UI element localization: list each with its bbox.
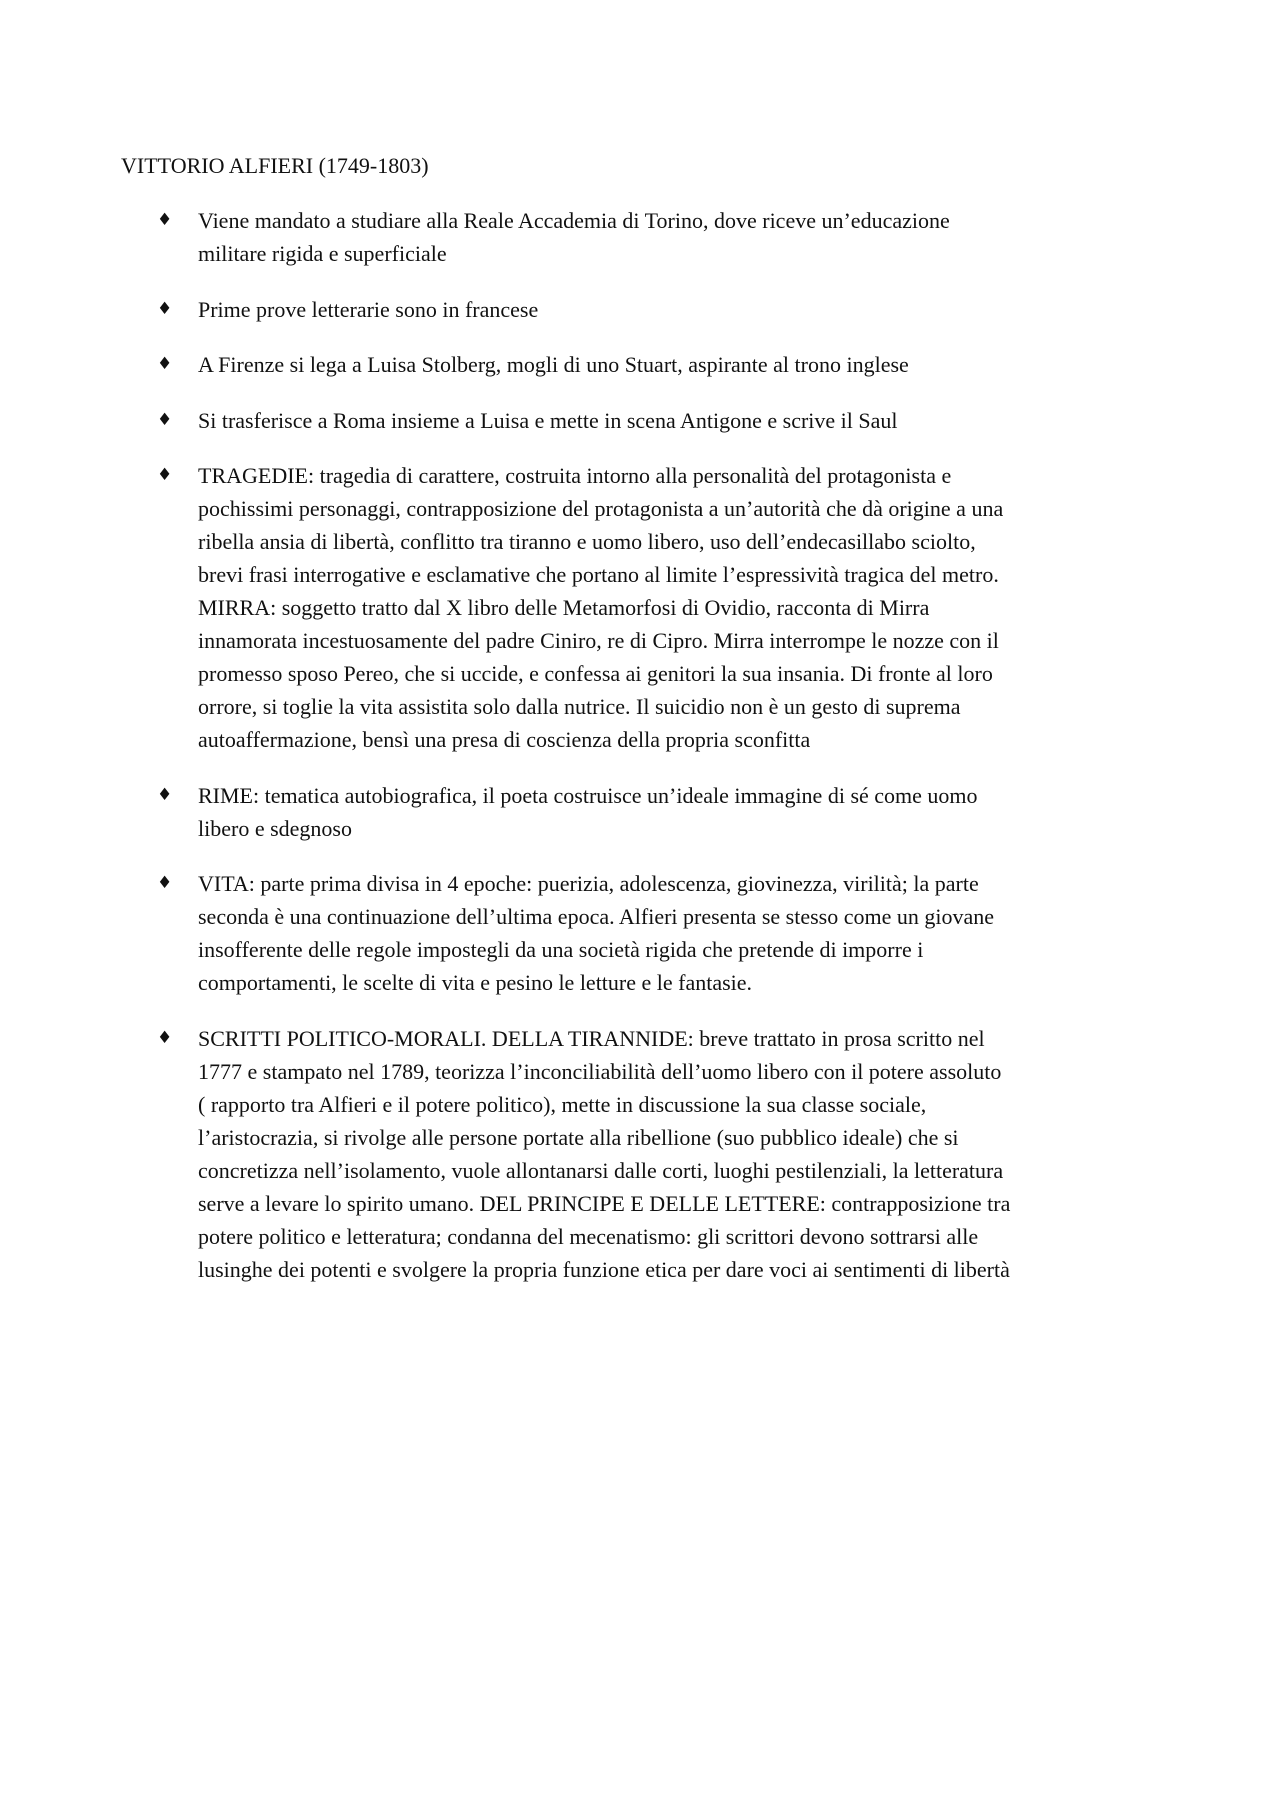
list-item-text: Prime prove letterarie sono in francese [198,296,539,322]
list-item [121,204,1171,270]
list-item-text: TRAGEDIE: tragedia di carattere, costruita intorno alla personalità del protagonista e pochissimi personaggi, contrapposizione del protagonista a un’autorità che dà origine a una ribella ansia di libertà, conflitto tra tiranno e uomo libero, uso dell’endecasillabo sciolto, brevi frasi interrogative e esclamative che portano al limite l’espressività tragica del metro. MIRRA: soggetto tratto dal X libro delle Metamorfosi di Ovidio, racconta di Mirra innamorata incestuosamente del padre Ciniro, re di Cipro. Mirra interrompe le nozze con il promesso sposo Pereo, che si uccide, e confessa ai genitori la sua insania. Di fronte al loro orrore, si toglie la vita assistita solo dalla nutrice. Il suicidio non è un gesto di suprema autoaffermazione, bensì una presa di coscienza della propria sconfitta [198,463,1004,752]
document-title: VITTORIO ALFIERI (1749-1803) [121,153,429,178]
list-item [121,867,1171,999]
diamond-bullet-icon: ♦ [157,465,173,485]
list-item [121,459,1171,756]
diamond-bullet-icon: ♦ [157,354,173,374]
list-item-text: RIME: tematica autobiografica, il poeta costruisce un’ideale immagine di sé come uomo libero e sdegnoso [198,782,978,841]
list-item-text: VITA: parte prima divisa in 4 epoche: puerizia, adolescenza, giovinezza, virilità; la parte seconda è una continuazione dell’ultima epoca. Alfieri presenta se stesso come un giovane insofferente delle regole impostegli da una società rigida che pretende di imporre i comportamenti, le scelte di vita e pesino le letture e le fantasie. [198,871,994,995]
list-item-text: SCRITTI POLITICO-MORALI. DELLA TIRANNIDE: breve trattato in prosa scritto nel 1777 e stampato nel 1789, teorizza l’inconciliabilità dell’uomo libero con il potere assoluto ( rapporto tra Alfieri e il potere politico), mette in discussione la sua classe sociale, l’aristocrazia, si rivolge alle persone portate alla ribellione (suo pubblico ideale) che si concretizza nell’isolamento, vuole allontanarsi dalle corti, luoghi pestilenziali, la letteratura serve a levare lo spirito umano. DEL PRINCIPE E DELLE LETTERE: contrapposizione tra potere politico e letteratura; condanna del mecenatismo: gli scrittori devono sottrarsi alle lusinghe dei potenti e svolgere la propria funzione etica per dare voci ai sentimenti di libertà [198,1025,1011,1282]
list-item [121,1022,1171,1286]
list-item-text: Viene mandato a studiare alla Reale Accademia di Torino, dove riceve un’educazione militare rigida e superficiale [198,208,950,266]
diamond-bullet-icon: ♦ [157,409,173,430]
list-item [121,779,1171,845]
list-item-text: Si trasferisce a Roma insieme a Luisa e mette in scena Antigone e scrive il Saul [198,407,898,433]
list-item-text: A Firenze si lega a Luisa Stolberg, mogli di uno Stuart, aspirante al trono inglese [198,352,909,377]
diamond-bullet-icon: ♦ [157,210,173,230]
diamond-bullet-icon: ♦ [157,1027,173,1048]
diamond-bullet-icon: ♦ [157,873,173,893]
diamond-bullet-icon: ♦ [157,784,173,805]
list-item [121,404,1171,437]
bullet-list [121,204,1171,1308]
list-item [121,348,1171,381]
list-item [121,293,1171,326]
diamond-bullet-icon: ♦ [157,298,173,319]
